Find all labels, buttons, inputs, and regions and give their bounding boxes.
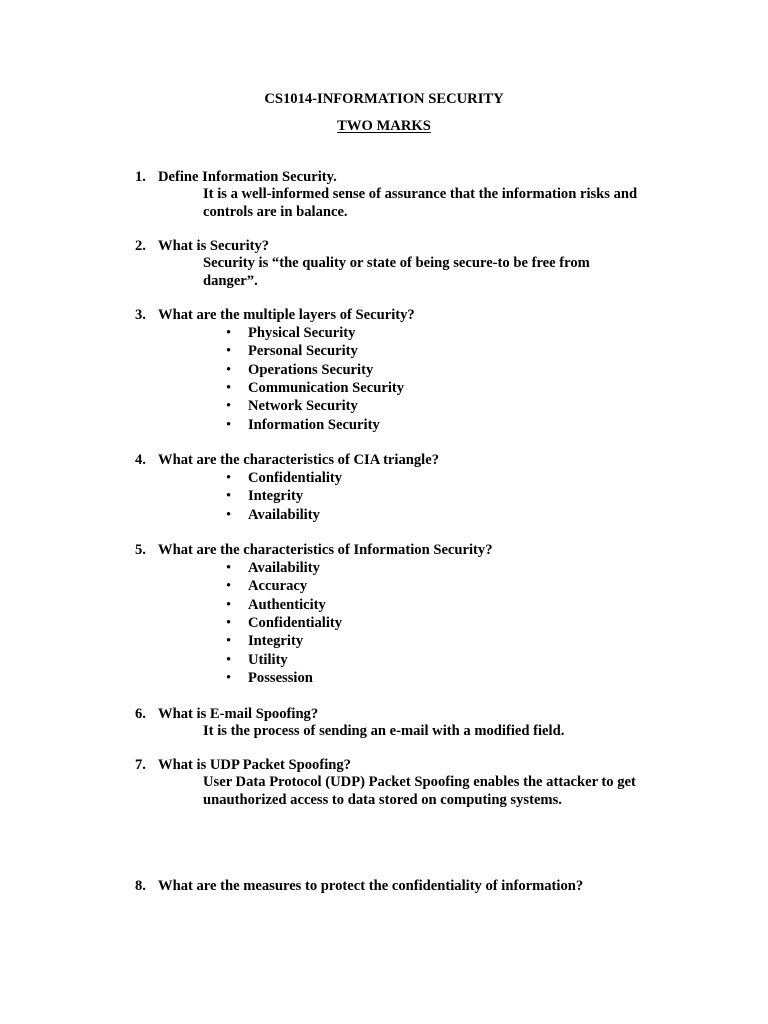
bullet-icon: • [226,325,232,341]
bullet-icon: • [226,343,232,360]
question-number: 3. [135,307,146,323]
question-number: 2. [135,238,146,254]
bullet-icon: • [226,416,232,433]
bullet-label: Utility [248,651,288,668]
question-text: What are the characteristics of CIA triangle? [158,452,440,468]
bullet-label: Network Security [248,398,358,415]
bullet-label: Availability [248,506,320,523]
question-number: 5. [135,542,146,558]
bullet-icon: • [226,488,232,505]
bullet-icon: • [226,506,232,523]
bullet-icon: • [226,615,232,632]
question-number: 6. [135,706,146,722]
bullet-icon: • [226,380,232,397]
bullet-icon: • [226,578,232,595]
bullet-label: Information Security [248,416,380,433]
question-number: 7. [135,757,146,773]
question-text: What are the characteristics of Information Security? [158,542,493,558]
bullet-label: Physical Security [248,325,356,341]
bullet-icon: • [226,596,232,613]
question-answer: User Data Protocol (UDP) Packet Spoofing enables the attacker to get unauthorized access to data stored on computing systems. [203,774,636,808]
bullet-icon: • [226,633,232,650]
bullet-label: Integrity [248,488,304,505]
question-text: Define Information Security. [158,169,337,185]
bullet-label: Confidentiality [248,470,343,486]
bullet-label: Availability [248,560,320,576]
bullet-label: Personal Security [248,343,358,360]
bullet-label: Accuracy [248,578,308,595]
bullet-label: Communication Security [248,380,405,397]
question-number: 8. [135,878,146,894]
question-answer: It is the process of sending an e-mail with a modified field. [203,723,565,739]
question-answer: It is a well-informed sense of assurance that the information risks and controls are in balance. [203,186,638,220]
bullet-icon: • [226,361,232,378]
bullet-icon: • [226,670,232,687]
bullet-label: Integrity [248,633,304,650]
question-text: What is E-mail Spoofing? [158,706,319,722]
bullet-label: Authenticity [248,596,326,613]
bullet-icon: • [226,470,232,486]
question-number: 1. [135,169,146,185]
question-text: What is Security? [158,238,270,254]
document-subtitle [0,117,768,135]
bullet-label: Operations Security [248,361,374,378]
question-text: What is UDP Packet Spoofing? [158,757,351,773]
document-subtitle-text: TWO MARKS [337,118,431,134]
bullet-icon: • [226,651,232,668]
bullet-icon: • [226,398,232,415]
question-text: What are the measures to protect the confidentiality of information? [158,878,584,894]
bullet-icon: • [226,560,232,576]
question-text: What are the multiple layers of Security? [158,307,415,323]
bullet-label: Confidentiality [248,615,343,632]
question-answer: Security is “the quality or state of being secure-to be free from danger”. [203,255,590,289]
question-number: 4. [135,452,146,468]
document-title: CS1014-INFORMATION SECURITY [264,91,504,107]
bullet-label: Possession [248,670,313,687]
